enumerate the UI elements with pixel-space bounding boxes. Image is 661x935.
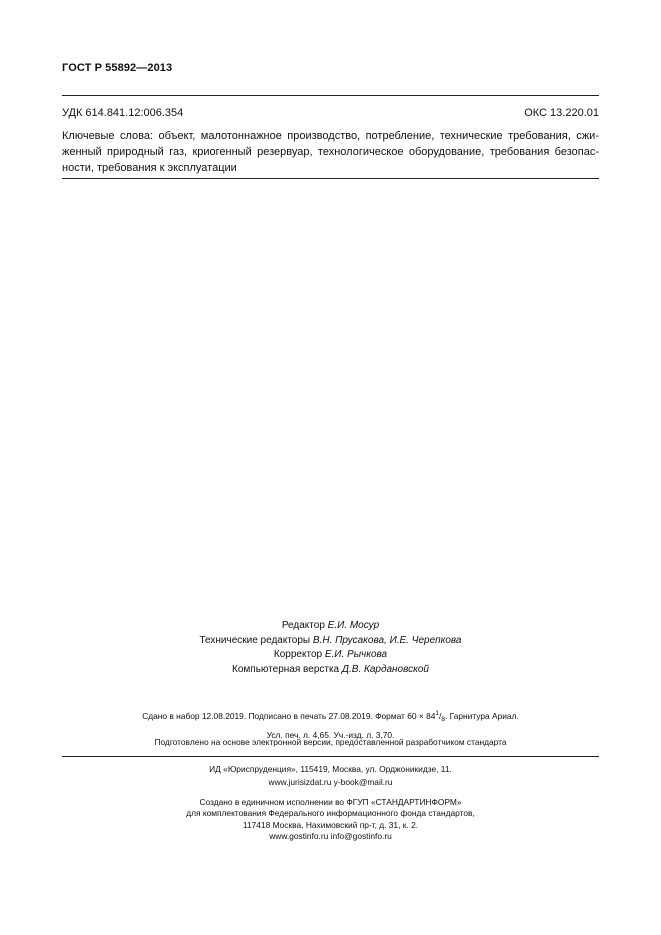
- keywords-divider: [62, 178, 599, 179]
- document-code: ГОСТ Р 55892—2013: [62, 62, 173, 74]
- format-fraction-denominator: 8: [441, 716, 445, 723]
- credit-name: В.Н. Прусакова, И.Е. Черепкова: [312, 634, 462, 646]
- credit-name: Д.В. Кардановской: [341, 663, 429, 675]
- udc-code: УДК 614.841.12:006.354: [62, 107, 184, 119]
- publisher-contacts: www.jurisizdat.ru y-book@mail.ru: [268, 776, 393, 787]
- print-sheets-line: Усл. печ. л. 4,65. Уч.-изд. л. 3,70.: [266, 729, 395, 740]
- credit-role: Корректор: [273, 649, 323, 661]
- print-info-text: . Гарнитура Ариал.: [444, 711, 519, 721]
- credit-editor: [0, 619, 661, 634]
- keywords-line: женный природный газ, криогенный резервуар, технологическое оборудование, требования безопас-: [62, 146, 599, 159]
- produced-line: Создано в единичном исполнении во ФГУП «СТАНДАРТИНФОРМ»: [199, 797, 462, 807]
- top-divider: [62, 95, 599, 96]
- credit-name: Е.И. Рычкова: [324, 649, 388, 661]
- keywords-line: Ключевые слова: объект, малотоннажное производство, потребление, технические требования, сжи-: [62, 130, 599, 142]
- print-info-text: Сдано в набор 12.08.2019. Подписано в печать 27.08.2019. Формат 60 × 84: [142, 711, 436, 721]
- produced-line: www.gostinfo.ru info@gostinfo.ru: [269, 831, 392, 842]
- format-fraction-numerator: 1: [435, 710, 440, 717]
- oks-code: ОКС 13.220.01: [524, 107, 599, 119]
- credits-block: [0, 619, 661, 677]
- credit-role: Компьютерная верстка: [232, 663, 340, 675]
- credit-role: Редактор: [281, 620, 325, 631]
- credit-corrector: [0, 648, 661, 663]
- publisher-block: [62, 763, 599, 788]
- prepared-note: Подготовлено на основе электронной версии, предоставленной разработчиком стандарта: [154, 737, 507, 747]
- bottom-divider: [62, 756, 599, 757]
- produced-block: [62, 797, 599, 843]
- credit-role: Технические редакторы: [199, 634, 311, 646]
- credit-tech-editors: [0, 634, 661, 649]
- credit-name: Е.И. Мосур: [327, 620, 380, 631]
- publisher-address: ИД «Юриспруденция», 115419, Москва, ул. Орджоникидзе, 11.: [209, 764, 452, 774]
- print-info-line: [62, 707, 599, 728]
- produced-line: для комплектования Федерального информационного фонда стандартов,: [186, 808, 475, 819]
- keywords-block: [62, 128, 599, 177]
- keywords-line: ности, требования к эксплуатации: [62, 162, 237, 175]
- produced-line: 117418 Москва, Нахимовский пр-т, д. 31, к. 2.: [242, 819, 419, 830]
- credit-layout: [0, 663, 661, 678]
- format-fraction-slash: /: [439, 711, 442, 721]
